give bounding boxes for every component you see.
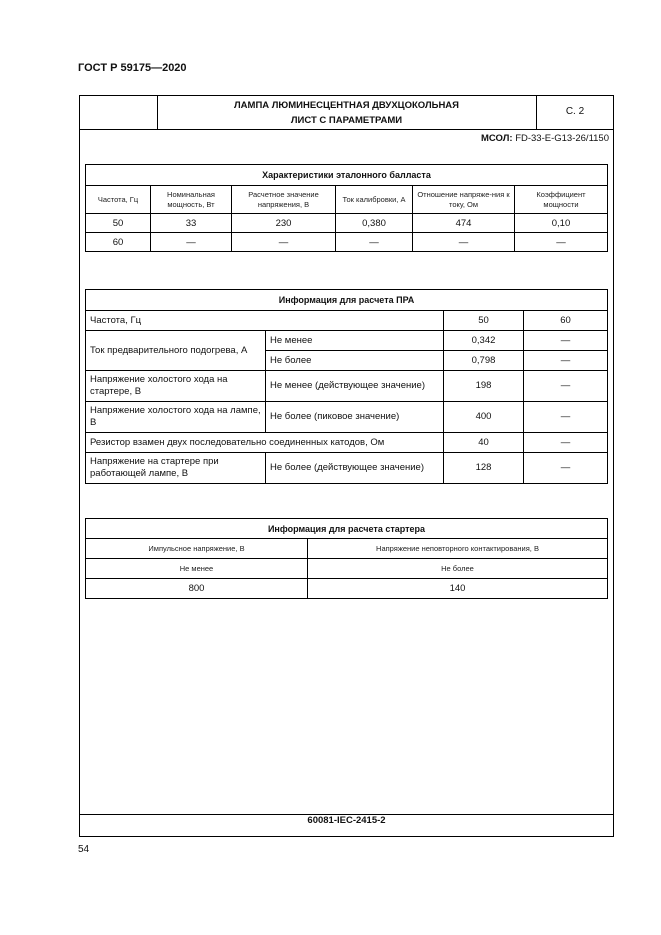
column-header: Коэффициент мощности — [515, 186, 608, 214]
table-cell: 140 — [308, 579, 608, 599]
column-header: Номинальная мощность, Вт — [151, 186, 232, 214]
table-cell: 474 — [413, 214, 515, 233]
sheet-title-line2: ЛИСТ С ПАРАМЕТРАМИ — [290, 115, 403, 126]
sheet-title — [158, 98, 535, 128]
pra-table-title: Информация для расчета ПРА — [86, 290, 608, 311]
table-cell: — — [232, 233, 336, 252]
table-cell: 33 — [151, 214, 232, 233]
table-cell: Ток предварительного подогрева, А — [86, 331, 266, 371]
column-header: Ток калибровки, А — [336, 186, 413, 214]
table-row — [86, 214, 608, 233]
table-cell: — — [524, 433, 608, 453]
column-header: Расчетное значение напряжения, В — [232, 186, 336, 214]
table-cell: 60 — [524, 311, 608, 331]
table-cell: Не более — [266, 351, 444, 371]
ballast-table — [85, 164, 608, 252]
table-cell: 0,342 — [444, 331, 524, 351]
table-cell: — — [524, 453, 608, 484]
table-cell: — — [515, 233, 608, 252]
table-cell: 60 — [86, 233, 151, 252]
table-cell: 50 — [86, 214, 151, 233]
table-row — [86, 402, 608, 433]
divider — [79, 129, 614, 130]
sheet-title-line1: ЛАМПА ЛЮМИНЕСЦЕНТНАЯ ДВУХЦОКОЛЬНАЯ — [234, 100, 459, 111]
table-cell: 198 — [444, 371, 524, 402]
table-row — [86, 311, 608, 331]
table-cell: 0,10 — [515, 214, 608, 233]
table-cell: Частота, Гц — [86, 311, 444, 331]
table-cell: Не менее — [266, 331, 444, 351]
table-cell: — — [524, 331, 608, 351]
starter-table-title: Информация для расчета стартера — [86, 519, 608, 539]
page-number: 54 — [78, 844, 90, 855]
table-cell: 800 — [86, 579, 308, 599]
ballast-table-title: Характеристики эталонного балласта — [86, 165, 608, 186]
table-row — [86, 371, 608, 402]
table-cell: Напряжение на стартере при работающей лампе, В — [86, 453, 266, 484]
column-header: Отношение напряже-ния к току, Ом — [413, 186, 515, 214]
table-cell: — — [524, 402, 608, 433]
table-cell: 0,798 — [444, 351, 524, 371]
table-cell: 0,380 — [336, 214, 413, 233]
table-cell: Не менее (действующее значение) — [266, 371, 444, 402]
column-header: Импульсное напряжение, В — [86, 539, 308, 559]
table-cell: Не более (действующее значение) — [266, 453, 444, 484]
table-cell: 50 — [444, 311, 524, 331]
table-cell: 40 — [444, 433, 524, 453]
table-cell: Напряжение холостого хода на стартере, В — [86, 371, 266, 402]
column-header: Напряжение неповторного контактирования, В — [308, 539, 608, 559]
table-cell: — — [151, 233, 232, 252]
msol-value: FD-33-E-G13-26/1150 — [515, 133, 609, 144]
column-subheader: Не более — [308, 559, 608, 579]
table-cell: 230 — [232, 214, 336, 233]
sheet-code: 60081-IEC-2415-2 — [307, 815, 386, 826]
table-row — [86, 579, 608, 599]
table-cell: Не более (пиковое значение) — [266, 402, 444, 433]
table-cell: 128 — [444, 453, 524, 484]
table-row — [86, 331, 608, 351]
table-cell: — — [336, 233, 413, 252]
table-cell: 400 — [444, 402, 524, 433]
standard-number: ГОСТ Р 59175—2020 — [78, 62, 187, 74]
table-cell: Напряжение холостого хода на лампе, В — [86, 402, 266, 433]
table-cell: Резистор взамен двух последовательно соединенных катодов, Ом — [86, 433, 444, 453]
column-header: Частота, Гц — [86, 186, 151, 214]
table-row — [86, 433, 608, 453]
pra-table — [85, 289, 608, 484]
starter-table — [85, 518, 608, 599]
msol-designation — [481, 133, 609, 144]
page-reference: С. 2 — [565, 106, 585, 117]
table-row — [86, 233, 608, 252]
table-cell: — — [413, 233, 515, 252]
msol-label: МСОЛ: — [481, 133, 513, 144]
table-cell: — — [524, 351, 608, 371]
table-row — [86, 453, 608, 484]
column-subheader: Не менее — [86, 559, 308, 579]
table-cell: — — [524, 371, 608, 402]
